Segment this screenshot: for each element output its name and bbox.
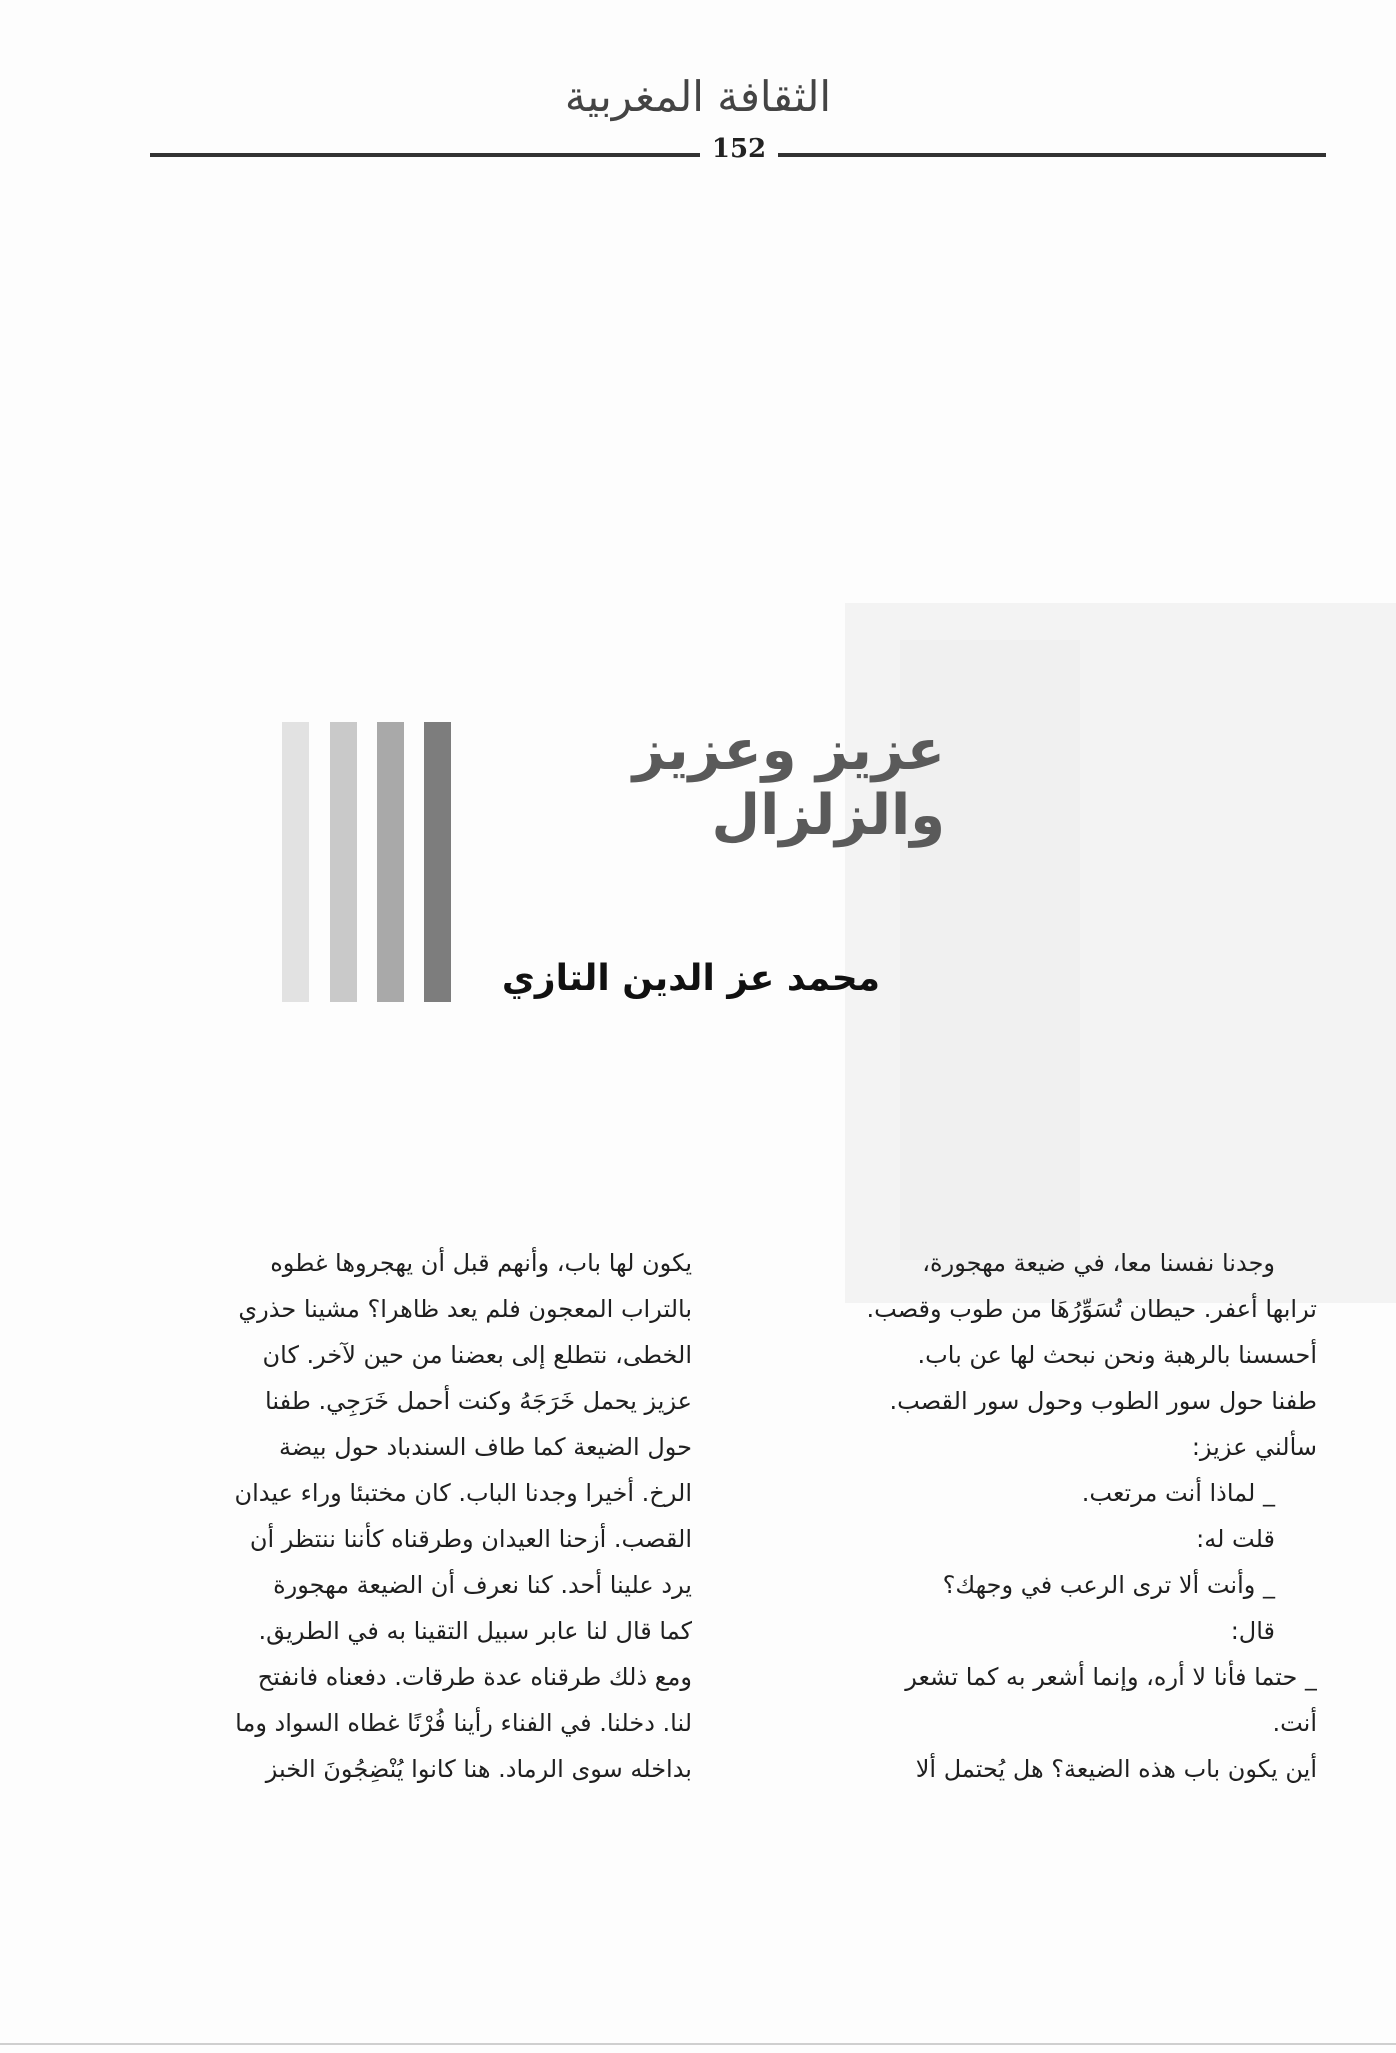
header-rule-left bbox=[150, 153, 700, 157]
text-line: _ لماذا أنت مرتعب. bbox=[1081, 1479, 1275, 1507]
text-line: قلت له: bbox=[1196, 1525, 1275, 1553]
text-line: ومع ذلك طرقناه عدة طرقات. دفعناه فانفتح bbox=[257, 1663, 692, 1691]
text-line: لنا. دخلنا. في الفناء رأينا فُرْنًا غطاه السواد وما bbox=[235, 1709, 692, 1737]
text-line: القصب. أزحنا العيدان وطرقناه كأننا ننتظر أن bbox=[249, 1525, 692, 1553]
header-rule-right bbox=[778, 153, 1326, 157]
text-line: وجدنا نفسنا معا، في ضيعة مهجورة، bbox=[922, 1249, 1275, 1277]
text-column-right bbox=[765, 1240, 1317, 1792]
text-line: _ حتما فأنا لا أره، وإنما أشعر به كما تشعر bbox=[905, 1663, 1317, 1691]
decorative-bar bbox=[330, 722, 357, 1002]
text-line: عزيز يحمل خَرَجَهُ وكنت أحمل خَرَجِي. طفنا bbox=[265, 1387, 692, 1415]
text-line: أنت. bbox=[1272, 1709, 1317, 1737]
decorative-bar bbox=[424, 722, 451, 1002]
decorative-bar bbox=[282, 722, 309, 1002]
decorative-bar bbox=[377, 722, 404, 1002]
page-number: 152 bbox=[711, 134, 767, 164]
text-line: أين يكون باب هذه الضيعة؟ هل يُحتمل ألا bbox=[915, 1755, 1317, 1783]
text-line: يكون لها باب، وأنهم قبل أن يهجروها غطوه bbox=[270, 1249, 692, 1277]
text-line: _ وأنت ألا ترى الرعب في وجهك؟ bbox=[942, 1571, 1275, 1599]
text-line: الخطى، نتطلع إلى بعضنا من حين لآخر. كان bbox=[262, 1341, 692, 1369]
journal-title: الثقافة المغربية bbox=[564, 72, 832, 121]
text-line: كما قال لنا عابر سبيل التقينا به في الطريق. bbox=[258, 1617, 692, 1645]
article-author: محمد عز الدين التازي bbox=[501, 958, 880, 999]
text-line: ترابها أعفر. حيطان تُسَوِّرُهَا من طوب وقصب. bbox=[866, 1295, 1317, 1323]
text-line: بالتراب المعجون فلم يعد ظاهرا؟ مشينا حذري bbox=[238, 1295, 692, 1323]
text-line: أحسسنا بالرهبة ونحن نبحث لها عن باب. bbox=[917, 1341, 1317, 1369]
article-title: عزيز وعزيز والزلزال bbox=[632, 718, 945, 848]
text-line: قال: bbox=[1230, 1617, 1275, 1645]
text-line: يرد علينا أحد. كنا نعرف أن الضيعة مهجورة bbox=[273, 1571, 692, 1599]
text-line: سألني عزيز: bbox=[1191, 1433, 1317, 1461]
page-bottom-edge bbox=[0, 2043, 1396, 2045]
text-line: بداخله سوى الرماد. هنا كانوا يُنْضِجُونَ الخبز bbox=[265, 1755, 692, 1783]
text-line: حول الضيعة كما طاف السندباد حول بيضة bbox=[278, 1433, 692, 1461]
text-line: الرخ. أخيرا وجدنا الباب. كان مختبئا وراء عيدان bbox=[234, 1479, 692, 1507]
text-line: طفنا حول سور الطوب وحول سور القصب. bbox=[889, 1387, 1317, 1415]
text-column-left bbox=[140, 1240, 692, 1792]
